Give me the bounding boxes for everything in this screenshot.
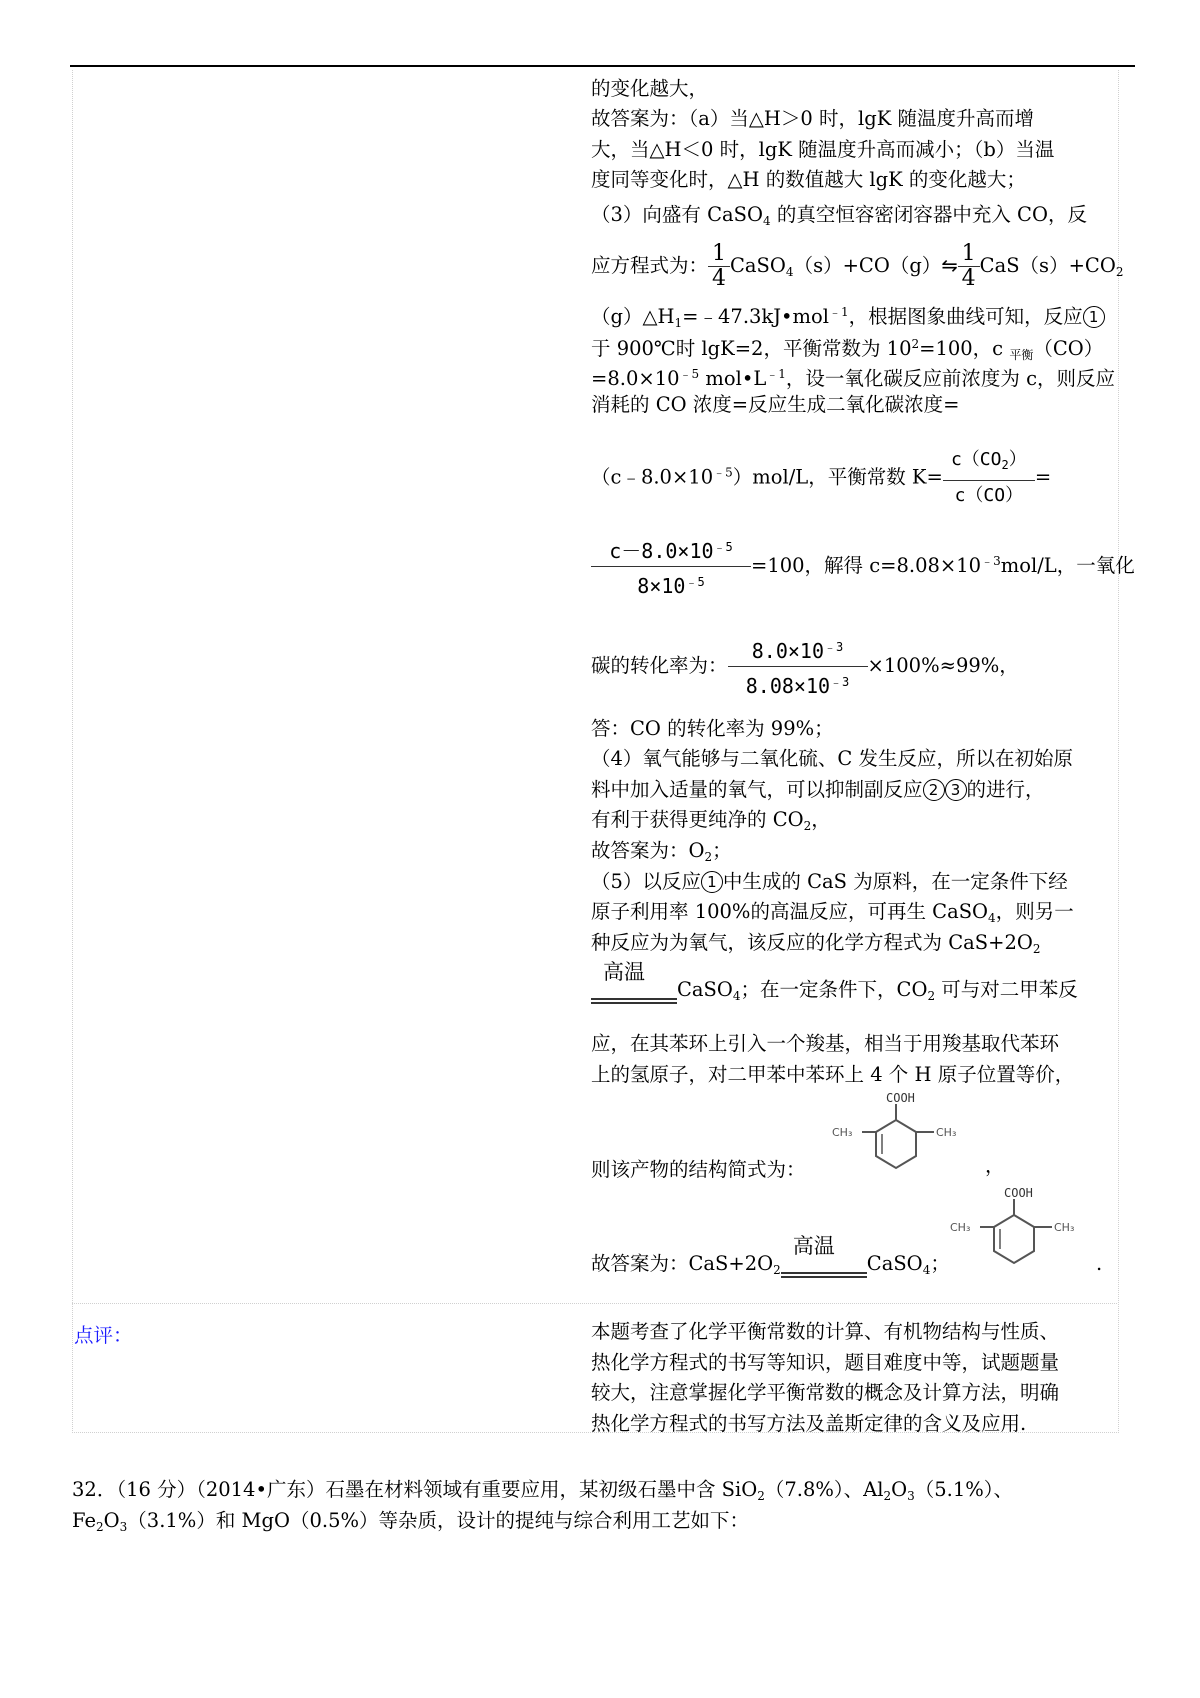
- text-line: 料中加入适量的氧气，可以抑制副反应 2 3 的进行，: [591, 778, 1045, 801]
- text-line: 的变化越大，: [591, 77, 709, 100]
- fraction-conversion: $\frac{8.0\times 10^{﹣3}}{8.08\times 10^{﹣3}}$: [728, 632, 868, 701]
- circled-number-1: 1: [1083, 306, 1105, 328]
- header-rule: [70, 65, 1135, 67]
- text-line: （4）氧气能够与二氧化硫、C 发生反应，所以在初始原: [591, 747, 1074, 770]
- molecule-diagram: [948, 1185, 1093, 1280]
- text-line: （5）以反应 1 中生成的 CaS 为原料，在一定条件下经: [591, 870, 1068, 893]
- molecule-diagram: [830, 1090, 980, 1185]
- text-line: 则该产物的结构简式为：: [591, 1158, 806, 1181]
- text-line: 度同等变化时，△H 的数值越大 lgK 的变化越大；: [591, 168, 1026, 191]
- equation-line: 应方程式为： $\frac{1}{4}$ CaSO$_4$（s）+CO（g）⇋ $\frac{1}{4}$ $CaS(s)+CO_2$: [591, 241, 1124, 291]
- comment-line: 热化学方程式的书写等知识，题目难度中等，试题题量: [591, 1351, 1060, 1374]
- comment-label: 点评：: [74, 1324, 133, 1347]
- svg-text:CH₃: CH₃: [936, 1126, 957, 1139]
- structural-formula-image: [948, 1185, 1093, 1280]
- text-line: 大，当△H＜0 时，lgK 随温度升高而减小；（b）当温: [591, 138, 1055, 161]
- fraction-c: $\frac{c-8.0\times 10^{﹣5}}{8\times 10^{﹣5}}$: [591, 532, 751, 601]
- text-line: 故答案为：$CaS+2O_2$ 高温 CaSO$_4$；: [591, 1252, 950, 1282]
- comment-line: 本题考查了化学平衡常数的计算、有机物结构与性质、: [591, 1320, 1060, 1343]
- text-line: 原子利用率 100%的高温反应，可再生 CaSO$_4$，则另一: [591, 900, 1074, 925]
- text-line: 种反应为为氧气，该反应的化学方程式为 $CaS+2O_2$: [591, 931, 1041, 956]
- text-line: 有利于获得更纯净的 $CO_2$，: [591, 808, 831, 833]
- table-row-separator: [72, 1303, 1117, 1304]
- fraction-quarter: $\frac{1}{4}$: [708, 242, 730, 291]
- svg-text:COOH: COOH: [886, 1091, 915, 1105]
- text-line: $(g)\triangle H_1=﹣47.3kJ•mol^{﹣1}$，根据图象曲线可知，反应 1: [591, 300, 1105, 335]
- equation-line: $(c﹣8.0\times 10^{﹣5})mol/L$，平衡常数 K= $\frac{c(CO_2)}{c(CO)}$ =: [591, 445, 1051, 511]
- question-32-line-1: 32．（16 分）（2014•广东）石墨在材料领域有重要应用，某初级石墨中含 SiO$_2$（7.8%）、$Al_2O_3(5.1\%)$、: [72, 1478, 1014, 1503]
- equation-line: 碳的转化率为： $\frac{8.0\times 10^{﹣3}}{8.08\times 10^{﹣3}}$ ×100%≈99%，: [591, 632, 1019, 701]
- high-temp-arrow: 高温: [591, 978, 677, 1008]
- circled-number-2: 2: [923, 779, 945, 801]
- equation-line: 高温 CaSO$_4$；在一定条件下，$CO_2$ 可与对二甲苯反: [591, 978, 1078, 1008]
- text-line: 应，在其苯环上引入一个羧基，相当于用羧基取代苯环: [591, 1032, 1060, 1055]
- equation-line: $\frac{c-8.0\times 10^{﹣5}}{8\times 10^{﹣5}}$ =100，解得 $c=8.08\times 10^{﹣3}mol/L$，一氧化: [591, 532, 1135, 601]
- structural-formula-image: [830, 1090, 980, 1185]
- text-line: 于 900℃时 lgK=2，平衡常数为 $10^2=100$，c $_{平衡}$（CO）: [591, 337, 1104, 362]
- text-line: 消耗的 CO 浓度=反应生成二氧化碳浓度=: [591, 393, 960, 416]
- high-temp-arrow: 高温: [781, 1252, 867, 1282]
- fraction-K: $\frac{c(CO_2)}{c(CO)}$: [943, 445, 1035, 511]
- text-line: 故答案为：$O_2$；: [591, 839, 732, 864]
- svg-text:CH₃: CH₃: [950, 1221, 971, 1234]
- text-line: 故答案为：（a）当△H＞0 时，lgK 随温度升高而增: [591, 107, 1034, 130]
- fraction-quarter: $\frac{1}{4}$: [958, 242, 980, 291]
- question-32-line-2: $Fe_2O_3(3.1\%)$和 MgO（0.5%）等杂质，设计的提纯与综合利用工艺如下：: [72, 1509, 750, 1534]
- equilibrium-arrow-icon: ⇋: [941, 254, 958, 277]
- comment-line: 热化学方程式的书写方法及盖斯定律的含义及应用.: [591, 1412, 1027, 1435]
- svg-text:CH₃: CH₃: [1054, 1221, 1075, 1234]
- comma: ，: [985, 1154, 1005, 1177]
- circled-number-3: 3: [945, 779, 967, 801]
- text-line: （3）向盛有 CaSO$_4$ 的真空恒容密闭容器中充入 CO，反: [591, 203, 1087, 228]
- svg-text:CH₃: CH₃: [832, 1126, 853, 1139]
- period: .: [1096, 1252, 1103, 1275]
- svg-text:COOH: COOH: [1004, 1186, 1033, 1200]
- comment-line: 较大，注意掌握化学平衡常数的概念及计算方法，明确: [591, 1381, 1060, 1404]
- text-line: 答：CO 的转化率为 99%；: [591, 717, 834, 740]
- circled-number-1: 1: [701, 871, 723, 893]
- text-line: 上的氢原子，对二甲苯中苯环上 4 个 H 原子位置等价，: [591, 1063, 1075, 1086]
- text-line: $=8.0\times 10^{﹣5}$ $mol•L^{﹣1}$，设一氧化碳反应前浓度为 c，则反应: [591, 367, 1116, 390]
